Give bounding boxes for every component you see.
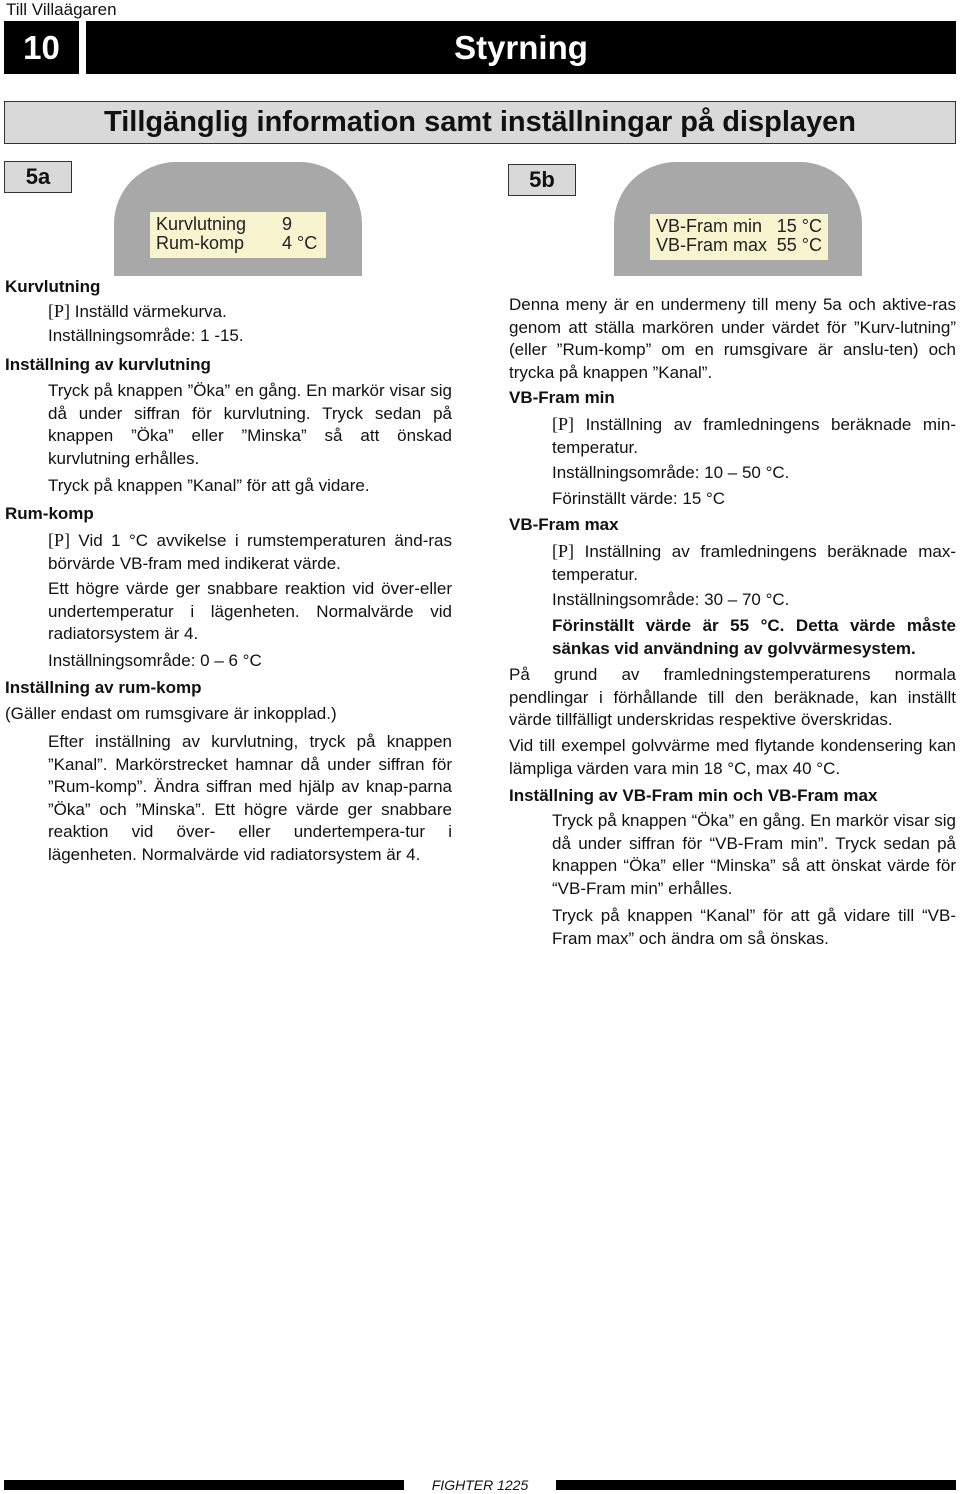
installning-kurvlutning-next: Tryck på knappen ”Kanal” för att gå vidare. bbox=[48, 476, 370, 495]
vb-fram-min-text: Inställning av framledningens beräknade min-temperatur. bbox=[552, 415, 956, 457]
heading-installning-kurvlutning: Inställning av kurvlutning bbox=[5, 355, 211, 374]
rum-komp-range: Inställningsområde: 0 – 6 °C bbox=[48, 651, 262, 670]
display-screen-5b bbox=[650, 214, 828, 260]
vb-fram-max-range: Inställningsområde: 30 – 70 °C. bbox=[552, 590, 790, 609]
rum-komp-description bbox=[48, 529, 452, 575]
installning-rum-komp-note: (Gäller endast om rumsgivare är inkopplad.) bbox=[5, 704, 337, 723]
vb-fram-max-text: Inställning av framledningens beräknade max-temperatur. bbox=[552, 542, 956, 584]
vb-fram-max-default-warning: Förinställt värde är 55 °C. Detta värde måste sänkas vid användning av golvvärmesystem. bbox=[552, 616, 956, 658]
vb-fram-min-range: Inställningsområde: 10 – 50 °C. bbox=[552, 463, 790, 482]
vb-fram-max-description bbox=[552, 540, 956, 586]
vb-fram-min-default: Förinställt värde: 15 °C bbox=[552, 489, 726, 508]
display-label: VB-Fram min bbox=[656, 216, 763, 236]
heading-vb-fram-min: VB-Fram min bbox=[509, 388, 615, 407]
display-label: Rum-komp bbox=[156, 233, 245, 253]
parameter-mark: [P] bbox=[552, 414, 574, 434]
rum-komp-text: Vid 1 °C avvikelse i rumstemperaturen änd-ras börvärde VB-fram med indikerat värde. bbox=[48, 531, 452, 573]
kurvlutning-range: Inställningsområde: 1 -15. bbox=[48, 326, 244, 345]
menu-tab-5b: 5b bbox=[508, 164, 576, 196]
vb-fram-paragraph-golvvarme: Vid till exempel golvvärme med flytande kondensering kan lämpliga värden vara min 18 °C, max 40 °C. bbox=[509, 736, 956, 778]
display-value: 55 °C bbox=[776, 235, 822, 255]
installning-rum-komp-text: Efter inställning av kurvlutning, tryck på knappen ”Kanal”. Markörstrecket hamnar då under siffran för ”Rum-komp”. Ändra siffran med hjälp av knap-parna ”Öka” och ”Minska”. Ett högre värde ger snabbare reaktion vid över- eller undertempera-tur i lägenheten. Normalvärde vid radiatorsystem är 4. bbox=[48, 732, 452, 864]
heading-installning-rum-komp: Inställning av rum-komp bbox=[5, 678, 202, 697]
heading-vb-fram-max: VB-Fram max bbox=[509, 515, 619, 534]
heading-rum-komp: Rum-komp bbox=[5, 504, 94, 523]
parameter-mark: [P] bbox=[552, 541, 574, 561]
heading-installning-vb-fram: Inställning av VB-Fram min och VB-Fram max bbox=[509, 786, 878, 805]
display-label: VB-Fram max bbox=[656, 235, 768, 255]
chapter-title: Styrning bbox=[86, 21, 956, 74]
vb-fram-intro: Denna meny är en undermeny till meny 5a och aktive-ras genom att ställa markören under värdet för ”Kurv-lutning” (eller ”Rum-komp” om en rumsgivare är anslu-ten) och trycka på knappen ”Kanal”. bbox=[509, 295, 956, 382]
chapter-number: 10 bbox=[4, 21, 79, 74]
section-banner: Tillgänglig information samt inställningar på displayen bbox=[4, 101, 956, 144]
installning-kurvlutning-text: Tryck på knappen ”Öka” en gång. En markör visar sig då under siffran för kurvlutning. Tryck sedan på knappen ”Öka” eller ”Minska” så att önskad kurvlutning erhålles. bbox=[48, 381, 452, 468]
kurvlutning-text: Inställd värmekurva. bbox=[70, 302, 227, 321]
display-value: 15 °C bbox=[776, 216, 822, 236]
display-panel-5a bbox=[114, 162, 362, 276]
vb-fram-min-description bbox=[552, 413, 956, 459]
parameter-mark: [P] bbox=[48, 301, 70, 321]
footer-product-name: FIGHTER 1225 bbox=[404, 1476, 556, 1492]
document-header-note: Till Villaägaren bbox=[6, 0, 117, 19]
parameter-mark: [P] bbox=[48, 530, 70, 550]
display-label: Kurvlutning bbox=[156, 214, 247, 234]
installning-vb-fram-text: Tryck på knappen “Öka” en gång. En markör visar sig då under siffran för “VB-Fram min”. Tryck sedan på knappen “Öka” eller “Minska” så att önskat värde för “VB-Fram min” erhålles. bbox=[552, 811, 956, 898]
display-value: 9 bbox=[282, 214, 293, 234]
rum-komp-effect: Ett högre värde ger snabbare reaktion vid över-eller undertemperatur i lägenheten. Normalvärde vid radiatorsystem är 4. bbox=[48, 579, 452, 643]
menu-tab-5a: 5a bbox=[4, 161, 72, 193]
kurvlutning-description bbox=[48, 300, 452, 324]
heading-kurvlutning: Kurvlutning bbox=[5, 277, 101, 296]
vb-fram-paragraph-pendling: På grund av framledningstemperaturens normala pendlingar i förhållande till den beräknade, kan inställt värde tillfälligt underskridas respektive överskridas. bbox=[509, 665, 956, 729]
display-screen-5a bbox=[150, 212, 326, 258]
installning-vb-fram-next: Tryck på knappen “Kanal” för att gå vidare till “VB-Fram max” och ändra om så önskas. bbox=[552, 906, 956, 948]
display-value: 4 °C bbox=[282, 233, 318, 253]
display-panel-5b bbox=[614, 162, 862, 276]
